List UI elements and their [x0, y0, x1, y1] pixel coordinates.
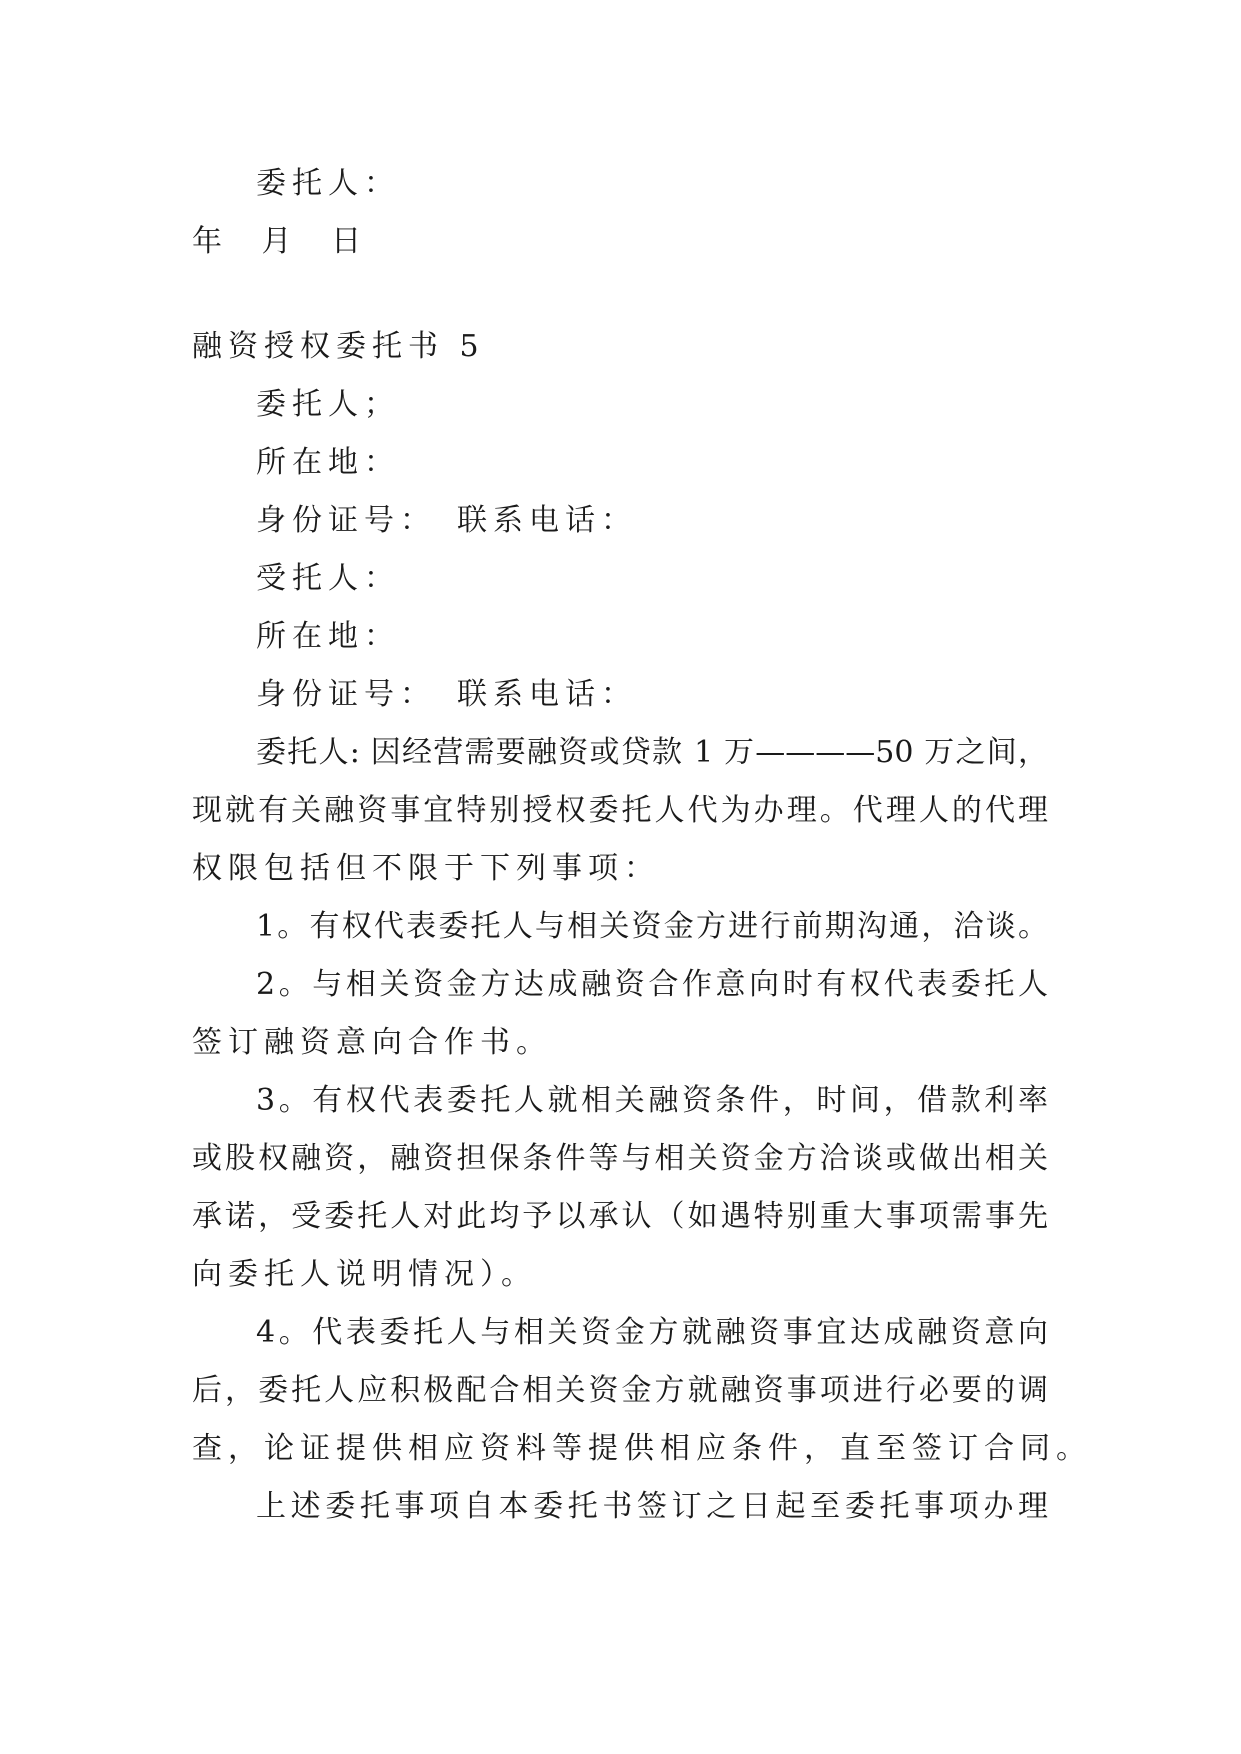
- date-month: 月: [261, 224, 298, 259]
- signature-principal-label: 委托人：: [256, 166, 400, 201]
- agent-field: 受托人：: [256, 561, 400, 596]
- intro-line-2: 现就有关融资事宜特别授权委托人代为办理。代理人的代理: [192, 793, 1048, 828]
- item-4-line-2: 后，委托人应积极配合相关资金方就融资事项进行必要的调: [192, 1373, 1048, 1408]
- date-day: 日: [331, 224, 368, 259]
- item-3-line-2: 或股权融资，融资担保条件等与相关资金方洽谈或做出相关: [192, 1141, 1048, 1176]
- item-4-line-3: 查，论证提供相应资料等提供相应条件，直至签订合同。: [192, 1431, 1092, 1466]
- document-title: 融资授权委托书 5: [192, 329, 485, 364]
- intro-line-3: 权限包括但不限于下列事项：: [192, 851, 660, 886]
- agent-address-field: 所在地：: [256, 619, 400, 654]
- agent-id-phone-field: 身份证号： 联系电话：: [256, 677, 637, 712]
- item-2-line-1: 2。与相关资金方达成融资合作意向时有权代表委托人: [256, 967, 1048, 1002]
- item-2-line-2: 签订融资意向合作书。: [192, 1025, 552, 1060]
- item-4-line-1: 4。代表委托人与相关资金方就融资事宜达成融资意向: [256, 1315, 1048, 1350]
- principal-address-field: 所在地：: [256, 445, 400, 480]
- date-year: 年: [192, 224, 228, 259]
- signature-date: [192, 213, 385, 271]
- item-3-line-3: 承诺，受委托人对此均予以承认（如遇特别重大事项需事先: [192, 1199, 1048, 1234]
- item-3-line-1: 3。有权代表委托人就相关融资条件，时间，借款利率: [256, 1083, 1048, 1118]
- principal-id-phone-field: 身份证号： 联系电话：: [256, 503, 637, 538]
- item-1-line-1: 1。有权代表委托人与相关资金方进行前期沟通，洽谈。: [256, 909, 1048, 944]
- closing-line-1: 上述委托事项自本委托书签订之日起至委托事项办理: [256, 1489, 1048, 1524]
- principal-field: 委托人；: [256, 387, 400, 422]
- item-3-line-4: 向委托人说明情况）。: [192, 1257, 537, 1292]
- intro-line-1: 委托人: 因经营需要融资或贷款 1 万————50 万之间，: [256, 735, 1048, 770]
